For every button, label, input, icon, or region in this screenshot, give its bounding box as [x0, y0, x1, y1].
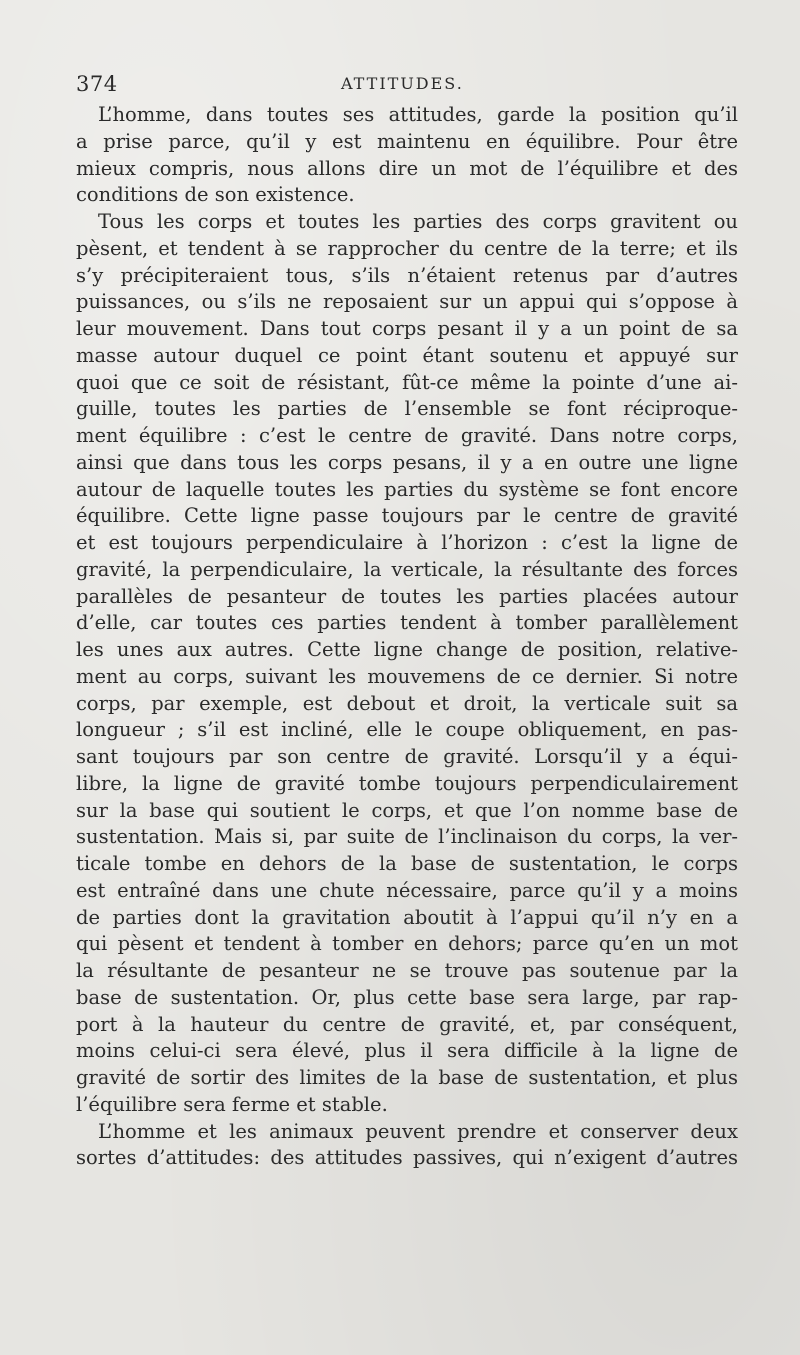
text-line: s’y précipiteraient tous, s’ils n’étaient retenus par d’autres — [76, 263, 738, 287]
text-line: sur la base qui soutient le corps, et que l’on nomme base de — [76, 798, 738, 822]
paragraph-1 — [76, 102, 738, 209]
text-line: qui pèsent et tendent à tomber en dehors; parce qu’en un mot — [76, 932, 738, 956]
text-line: équilibre. Cette ligne passe toujours par le centre de gravité — [76, 504, 738, 528]
text-line: sant toujours par son centre de gravité. Lorsqu’il y a équi- — [76, 745, 738, 768]
text-line: les unes aux autres. Cette ligne change de position, relative- — [76, 638, 738, 661]
text-line: ment au corps, suivant les mouvemens de ce dernier. Si notre — [76, 664, 738, 688]
text-line: gravité de sortir des limites de la base de sustentation, et plus — [76, 1066, 738, 1089]
text-line: autour de laquelle toutes les parties du système se font encore — [76, 477, 738, 501]
paragraph-3 — [76, 1119, 738, 1173]
text-line: parallèles de pesanteur de toutes les parties placées autour — [76, 584, 738, 608]
text-line: d’elle, car toutes ces parties tendent à tomber parallèlement — [76, 611, 738, 635]
text-line: Tous les corps et toutes les parties des corps gravitent ou — [98, 210, 738, 233]
text-line: base de sustentation. Or, plus cette base sera large, par rap- — [76, 985, 738, 1009]
body-text — [76, 102, 738, 1172]
paragraph-2 — [76, 209, 738, 1119]
text-line: et est toujours perpendiculaire à l’horizon : c’est la ligne de — [76, 531, 738, 554]
page-header — [76, 72, 736, 100]
text-line: ment équilibre : c’est le centre de gravité. Dans notre corps, — [76, 424, 738, 447]
text-line: masse autour duquel ce point étant soutenu et appuyé sur — [76, 343, 738, 367]
text-line: longueur ; s’il est incliné, elle le coupe obliquement, en pas- — [76, 718, 738, 742]
text-line: moins celui-ci sera élevé, plus il sera difficile à la ligne de — [76, 1039, 738, 1063]
text-line: L’homme, dans toutes ses attitudes, garde la position qu’il — [98, 103, 738, 126]
text-line: puissances, ou s’ils ne reposaient sur un appui qui s’oppose à — [76, 290, 738, 314]
text-line: port à la hauteur du centre de gravité, et, par conséquent, — [76, 1012, 738, 1036]
text-line: la résultante de pesanteur ne se trouve pas soutenue par la — [76, 959, 738, 982]
text-line: corps, par exemple, est debout et droit, la verticale suit sa — [76, 691, 738, 715]
page-number: 374 — [76, 72, 118, 96]
text-line: libre, la ligne de gravité tombe toujours perpendiculairement — [76, 771, 738, 795]
text-line: ticale tombe en dehors de la base de sustentation, le corps — [76, 852, 738, 875]
text-line: L’homme et les animaux peuvent prendre et conserver deux — [98, 1119, 738, 1143]
text-line: sortes d’attitudes: des attitudes passives, qui n’exigent d’autres — [76, 1146, 738, 1170]
text-line: l’équilibre sera ferme et stable. — [76, 1092, 388, 1116]
text-line: ainsi que dans tous les corps pesans, il y a en outre une ligne — [76, 450, 738, 474]
text-line: pèsent, et tendent à se rapprocher du centre de la terre; et ils — [76, 236, 738, 260]
text-line: quoi que ce soit de résistant, fût-ce même la pointe d’une ai- — [76, 370, 738, 394]
text-line: mieux compris, nous allons dire un mot de l’équilibre et des — [76, 156, 738, 180]
text-line: de parties dont la gravitation aboutit à l’appui qu’il n’y en a — [76, 905, 738, 929]
text-line: guille, toutes les parties de l’ensemble se font réciproque- — [76, 397, 738, 421]
text-line: leur mouvement. Dans tout corps pesant il y a un point de sa — [76, 317, 738, 340]
text-line: conditions de son existence. — [76, 183, 355, 207]
text-line: est entraîné dans une chute nécessaire, parce qu’il y a moins — [76, 878, 738, 902]
text-line: a prise parce, qu’il y est maintenu en équilibre. Pour être — [76, 129, 738, 153]
text-line: sustentation. Mais si, par suite de l’inclinaison du corps, la ver- — [76, 825, 738, 849]
text-line: gravité, la perpendiculaire, la verticale, la résultante des forces — [76, 557, 738, 581]
running-head: ATTITUDES. — [341, 74, 464, 93]
